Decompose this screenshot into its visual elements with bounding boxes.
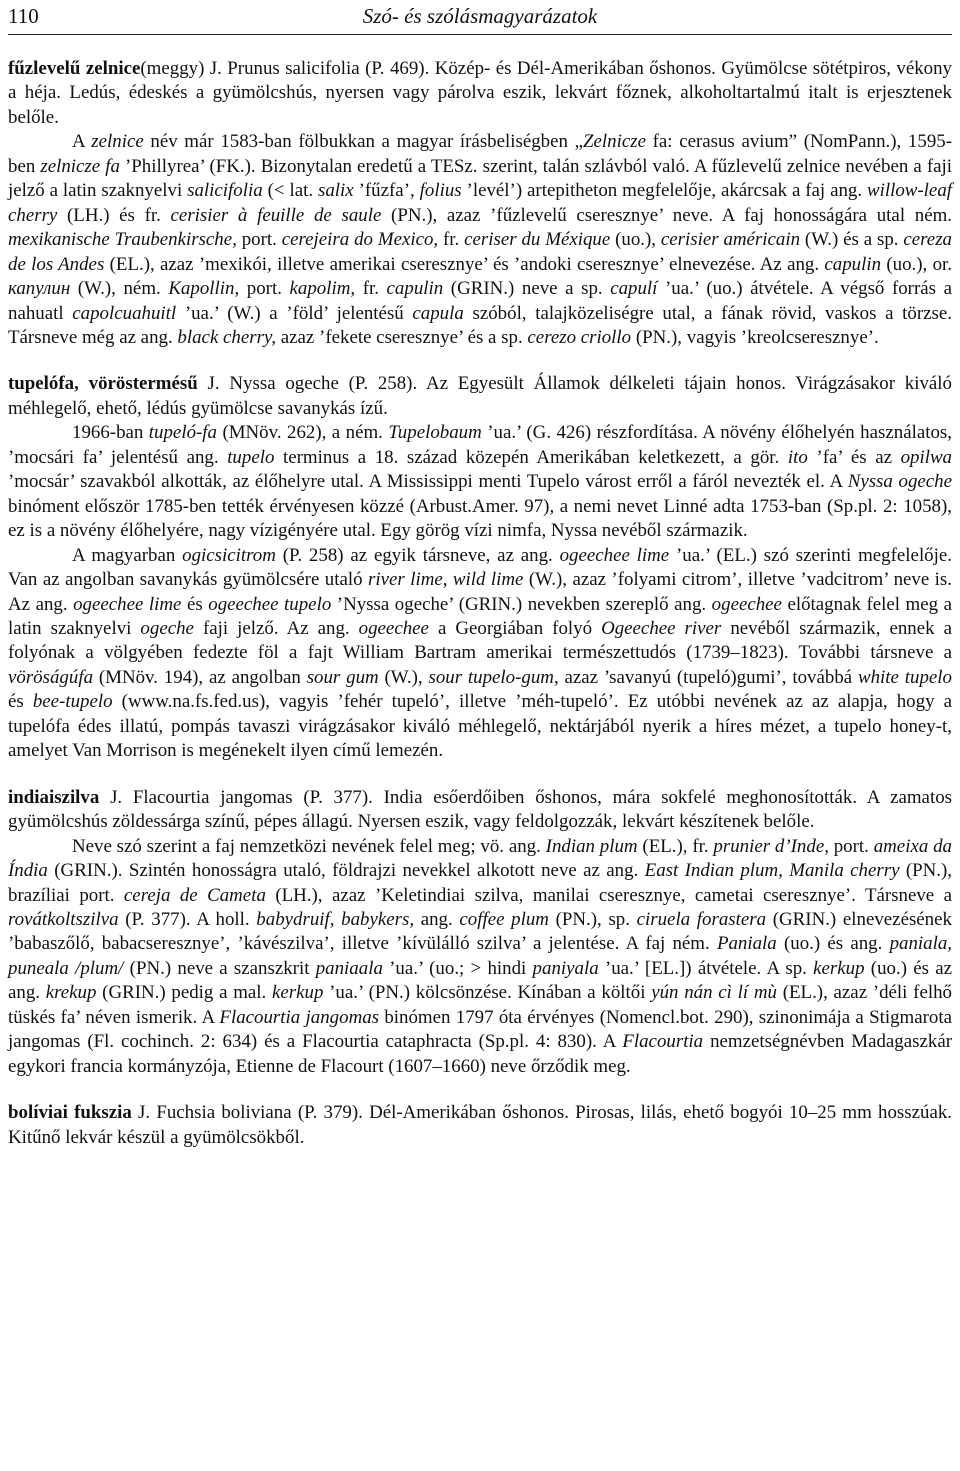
text-run: (P. 377). A holl. [118,908,257,930]
text-run: ’ua.’ (G. 426) részfordítása. A növény élőhelyén használatos, ’mocsári fa’ jelentésű ang. [8,422,952,468]
text-run: fr. [438,229,465,251]
text-run: előtagnak felel meg a latin szaknyelvi [8,593,952,639]
text-run: ’mocsár’ szavakból alkották, az élőhelyre utal. A Mississippi menti Tupelo várost erről a fáról nevezték el. A [8,471,848,493]
entry-headword: bolíviai fukszia [8,1102,132,1124]
text-run: és [181,593,209,615]
italic-term: cereja de Cameta [123,884,266,906]
text-run: (uo.), or. [881,253,952,275]
text-run: 1966-ban [72,422,149,444]
text-run: (PN.), vagyis ’kreolcseresznye’. [631,326,879,348]
entry-paragraph [8,835,952,1080]
chapter-title: Szó- és szólásmagyarázatok [362,4,598,28]
text-run: faji jelző. Az ang. [193,617,359,639]
text-run: (uo.) és az ang. [8,957,952,1004]
italic-term: ogeechee lime [559,544,670,566]
italic-term: kerkup [813,957,865,979]
italic-term: tupeló-fa [148,422,217,444]
text-run: (uo.), [610,229,661,251]
italic-term: cereza de los Andes [8,229,952,275]
italic-term: ogeechee [358,617,429,639]
text-run: (W.), ném. [70,278,169,300]
italic-term: tupelo [227,446,275,468]
text-run: port. [239,278,290,300]
book-page [8,0,952,1172]
italic-term: vöröságúfa [8,666,94,688]
italic-term: white tupelo [858,666,952,688]
italic-term: yún nán cì lí mù [651,982,777,1004]
italic-term: cerezo criollo [527,326,632,348]
italic-term: willow-leaf cherry [8,180,953,226]
italic-term: black cherry, [177,326,277,348]
text-run: ’Phillyrea’ (FK.). Bizonytalan eredetű a TESz. szerint, talán szlávból való. A fűzlevelű zelnice nevében a faji jelző a latin szaknyelvi [8,155,953,202]
italic-term: ogeechee [711,593,782,615]
text-run: Neve szó szerint a faj nemzetközi nevének felel meg; vö. ang. [72,835,546,857]
entry-paragraph [8,544,952,764]
text-run: ’Nyssa ogeche’ (GRIN.) nevekben szereplő ang. [331,593,712,615]
italic-term: rovátkoltszilva [8,908,119,930]
text-run: (meggy) J. Prunus salicifolia (P. 469). Közép- és Dél-Amerikában őshonos. Gyümölcse sötétpiros, vékony a héja. Ledús, édeskés a gyümölcshús, nyersen vagy párolva eszik, lekvárt főznek, alkoholtartalmú italt is erjesztenek belőle. [8,58,952,128]
italic-term: folius [419,180,462,202]
italic-term: babydruif, babykers, [256,908,415,930]
text-run: (PN.) neve a szanszkrit [123,957,316,979]
entries-list [8,57,952,1150]
text-run: ’fa’ és az [807,446,901,468]
text-run: (MNöv. 262), a ném. [217,422,389,444]
text-run: (EL.), azaz ’déli felhő tüskés fa’ néven ismerik. A [8,982,952,1028]
italic-term: bee-tupelo [32,691,113,713]
entry-lead-paragraph [8,1101,952,1150]
italic-term: Tupelobaum [388,422,482,444]
text-run: A magyarban [72,544,183,566]
italic-term: Nyssa ogeche [847,471,952,493]
italic-term: zelnice [91,131,144,153]
italic-term: capula [412,302,464,324]
italic-term: capulin [824,253,882,275]
italic-term: kerkup [272,982,324,1004]
italic-term: capolcuahuitl [72,302,177,324]
text-run: (EL.), fr. [637,835,714,857]
text-run: nevéből származik, ennek a folyónak a völgyében fedezte föl a fajt William Bartram amerikai természettudós (1739–1823). További társneve a [8,617,952,664]
text-run: J. Fuchsia boliviana (P. 379). Dél-Amerikában őshonos. Pirosas, lilás, ehető bogyói 10–25 mm hosszúak. Kitűnő lekvár készül a gyümölcsökből. [8,1102,953,1148]
dictionary-entry [8,57,952,350]
italic-term: капулин [8,278,71,300]
page-number: 110 [8,4,39,28]
text-run: A [72,131,92,153]
italic-term: salicifolia [187,180,263,202]
text-run: binóment először 1785-ben tették érvényesen közzé (Arbust.Amer. 97), a nemi nevet Linné adta 1753-ban (Sp.pl. 2: 1058), ez is a növény élőhelyére, nagy vízigényére utal. Egy görög vízi nimfa, Nyssa nevéből származik. [8,495,952,542]
italic-term: ogicsicitrom [182,544,276,566]
text-run: (MNöv. 194), az angolban [93,666,307,688]
italic-term: Paniala [716,933,777,955]
text-run: (P. 258) az egyik társneve, az ang. [275,544,560,566]
text-run: (< lat. [262,180,318,202]
text-run: fr. [355,278,387,300]
italic-term: capulin [386,278,444,300]
italic-term: ameixa da Índia [8,835,952,882]
text-run: ’ua.’ (W.) a ’föld’ jelentésű [176,302,413,324]
dictionary-entry [8,372,952,763]
italic-term: zelnicze fa [40,155,120,177]
italic-term: mexikanische Traubenkirsche, [8,229,237,251]
text-run: J. Nyssa ogeche (P. 258). Az Egyesült Államok délkeleti tájain honos. Virágzásakor kiváló méhlegelő, ehető, lédús gyümölcse savanykás ízű. [8,373,952,419]
entry-lead-paragraph [8,786,952,835]
text-run: (W.) és a sp. [800,229,904,251]
text-run: binómen 1797 óta érvényes (Nomencl.bot. 290), szinonimája a Stigmarota jangomas (Fl. cochinch. 2: 634) és a Flacourtia cataphracta (Sp.pl. 4: 830). A [8,1006,952,1053]
text-run: ’ua.’ (uo.; > hindi [382,957,533,979]
text-run: szóból, talajközeliségre utal, a fának rövid, vaskos a törzse. Társneve még az ang. [8,302,952,348]
text-run: (GRIN.). Szintén honosságra utaló, földrajzi nevekkel alkotott neve az ang. [47,860,645,882]
text-run: név már 1583-ban fölbukkan a magyar írásbeliségben „ [143,131,583,153]
text-run: ’ua.’ (PN.) kölcsönzése. Kínában a költői [323,982,652,1004]
text-run: (PN.), brazíliai port. [8,860,953,906]
dictionary-entry [8,786,952,1079]
italic-term: sour gum [306,666,379,688]
text-run: (www.na.fs.fed.us), vagyis ’fehér tupeló’, illetve ’méh-tupeló’. Ez utóbbi nevének az az alapja, hogy a tupelófa édes illatú, pompás tavaszi virágzásakor kiváló méhlegelő, nektárjából nyerik a híres mézet, a tupelo honey-t, amelyet Van Morrison is megénekelt ilyen című lemezén. [8,691,952,762]
text-run: ’ua.’ (uo.) átvétele. A végső forrás a nahuatl [8,278,952,324]
italic-term: krekup [45,982,97,1004]
italic-term: paniyala [532,957,599,979]
italic-term: opilwa [900,446,952,468]
text-run: és [8,691,33,713]
entry-lead-paragraph [8,57,952,130]
text-run: ’ua.’ (EL.) szó szerinti megfelelője. Van az angolban savanykás gyümölcsére utaló [8,544,952,591]
text-run: (LH.), azaz ’Keletindiai szilva, manilai cseresznye, cametai cseresznye’. Társneve a [265,884,953,906]
text-run: (EL.), azaz ’mexikói, illetve amerikai cseresznye’ és ’andoki cseresznye’ elnevezése. Az ang. [104,253,825,275]
text-run: (PN.), sp. [548,908,637,930]
italic-term: Ogeechee river [601,617,722,639]
italic-term: capulí [610,278,658,300]
text-run: J. Flacourtia jangomas (P. 377). India esőerdőiben őshonos, mára sokfelé meghonosították. A zamatos gyümölcshús zöldessárga színű, pépes állagú. Nyersen eszik, vagy feldolgozzák, lekvárt készítenek belőle. [8,786,952,833]
italic-term: salix [318,180,354,202]
italic-term: paniala, puneala /plum/ [8,933,953,979]
italic-term: Flacourtia jangomas [219,1006,380,1028]
entry-paragraph [8,130,952,350]
text-run: ’levél’) artepitheton megfelelője, akárcsak a faj ang. [461,180,867,202]
text-run: ’ua.’ [EL.]) átvétele. A sp. [598,957,814,979]
italic-term: sour tupelo-gum, [428,666,559,688]
italic-term: ogeechee lime [73,593,182,615]
text-run: azaz ’fekete cseresznye’ és a sp. [276,326,528,348]
text-run: (PN.), azaz ’fűzlevelű cseresznye’ neve. A faj honosságára utal ném. [381,204,952,226]
italic-term: Kapollin, [168,278,240,300]
italic-term: Indian plum [545,835,638,857]
text-run: (GRIN.) pedig a mal. [96,982,272,1004]
entry-headword: indiaiszilva [8,786,100,808]
italic-term: ogeche [140,617,194,639]
text-run: (GRIN.) elnevezésének ’babaszőlő, babacseresznye’, ’kávészilva’, illetve ’kívülálló szilva’ a jelentése. A faj ném. [8,908,952,955]
italic-term: ogeechee tupelo [208,593,332,615]
entry-headword: fűzlevelű zelnice [8,58,141,79]
italic-term: river lime, wild lime [368,569,524,591]
dictionary-entry [8,1101,952,1150]
header-rule [8,34,952,35]
italic-term: cerisier américain [660,229,801,251]
text-run: port. [236,229,282,251]
text-run: terminus a 18. század közepén Amerikában keletkezett, a gör. [274,446,788,468]
running-head [8,2,952,32]
text-run: port. [828,835,874,857]
text-run: nemzetségnévben Madagaszkár egykori francia kormányzója, Etienne de Flacourt (1607–1660) neve őrződik meg. [8,1031,952,1077]
entry-paragraph [8,421,952,543]
text-run: (W.), [378,666,429,688]
text-run: (LH.) és fr. [57,204,171,226]
text-run: (W.), azaz ’folyami citrom’, illetve ’vadcitrom’ neve is. Az ang. [8,569,953,615]
entry-headword: tupelófa, vöröstermésű [8,373,198,395]
italic-term: prunier d’Inde, [713,835,829,857]
italic-term: coffee plum [459,908,549,930]
italic-term: cerisier à feuille de saule [170,204,382,226]
text-run: (uo.) és ang. [776,933,890,955]
text-run: azaz ’savanyú (tupeló)gumi’, továbbá [558,666,858,688]
italic-term: cerejeira do Mexico, [281,229,439,251]
text-run: (GRIN.) neve a sp. [443,278,611,300]
text-run: a Georgiában folyó [428,617,602,639]
italic-term: paniaala [315,957,383,979]
italic-term: Flacourtia [622,1031,704,1053]
italic-term: ito [787,446,808,468]
italic-term: ceriser du Méxique [464,229,611,251]
italic-term: Zelnicze [583,131,646,153]
italic-term: East Indian plum, Manila cherry [644,860,900,882]
text-run: ang. [414,908,460,930]
italic-term: kapolim, [289,278,356,300]
text-run: ’fűzfa’, [353,180,420,202]
text-run: fa: cerasus avium” (NomPann.), 1595-ben [8,131,953,177]
italic-term: ciruela forastera [636,908,767,930]
entry-lead-paragraph [8,372,952,421]
